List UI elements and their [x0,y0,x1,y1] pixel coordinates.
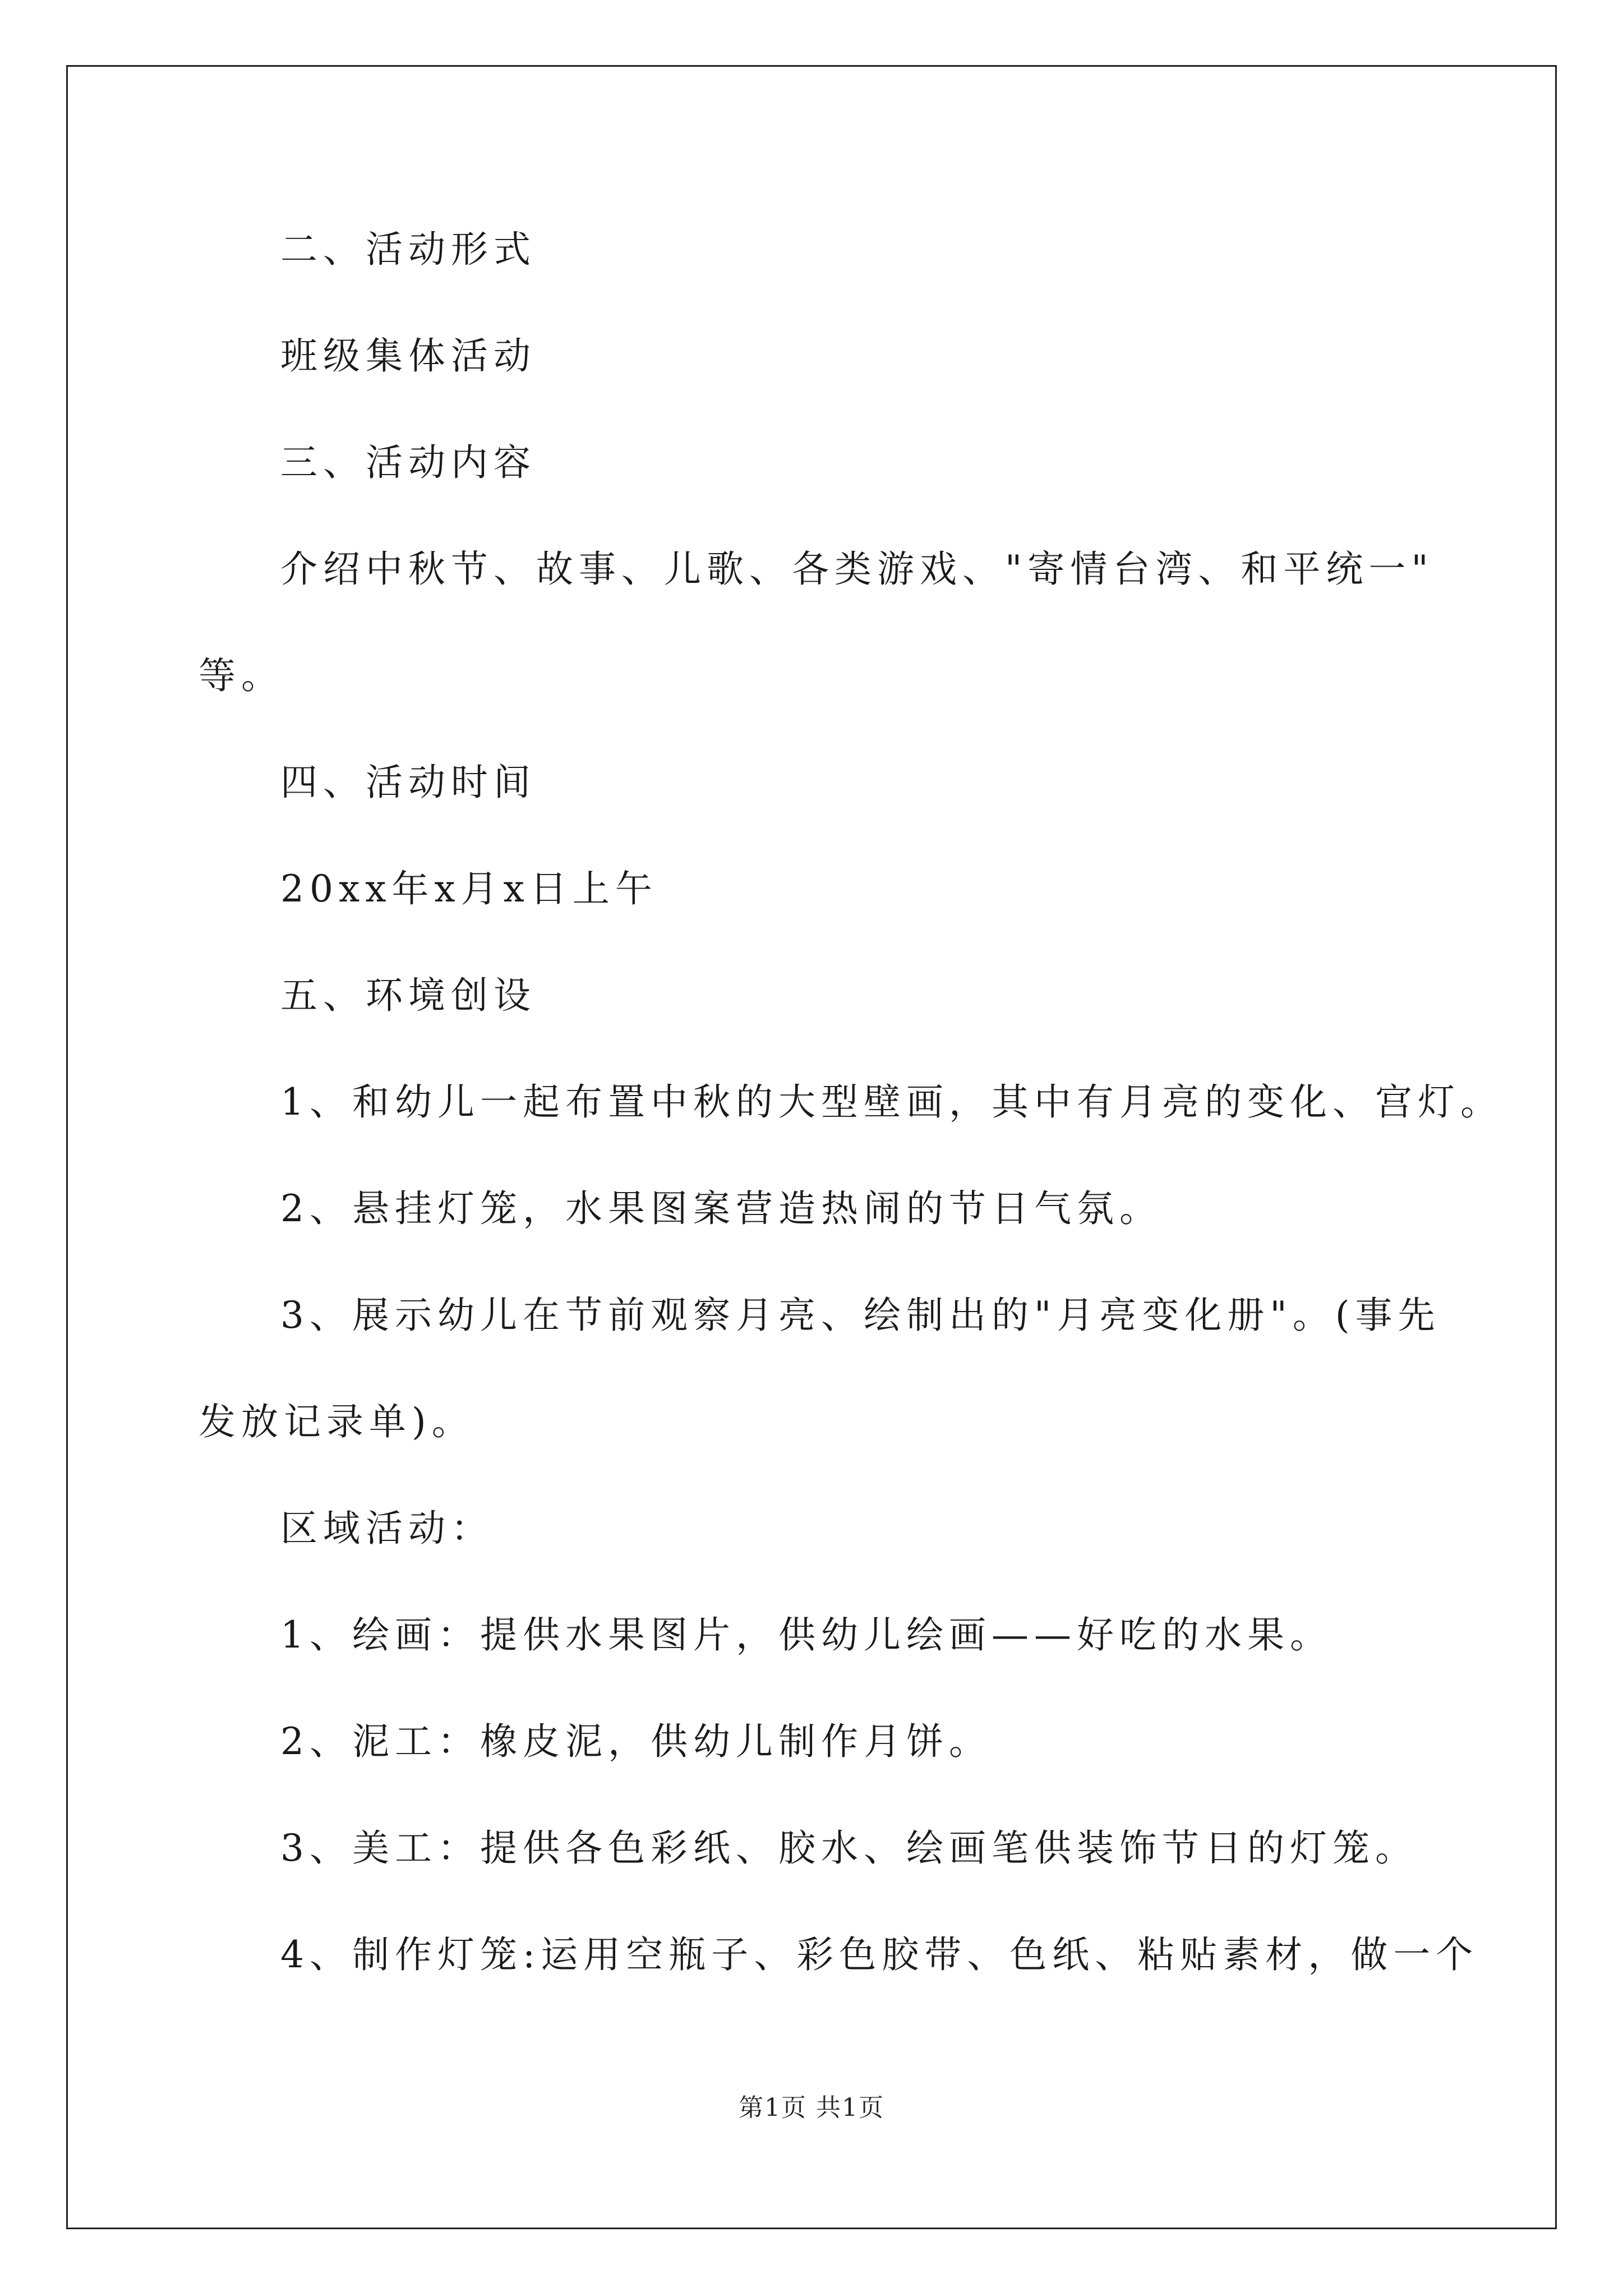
heading-activity-form: 二、活动形式 [280,228,536,271]
page-border [66,65,1557,2229]
list-item: 1、绘画：提供水果图片，供幼儿绘画——好吃的水果。 [280,1613,1332,1657]
heading-activity-content: 三、活动内容 [280,441,536,484]
list-item: 2、悬挂灯笼，水果图案营造热闹的节日气氛。 [280,1187,1162,1230]
heading-environment: 五、环境创设 [280,974,536,1017]
list-item-continued: 发放记录单)。 [199,1400,474,1443]
list-item: 4、制作灯笼:运用空瓶子、彩色胶带、色纸、粘贴素材，做一个 [280,1933,1479,1976]
list-item: 3、美工：提供各色彩纸、胶水、绘画笔供装饰节日的灯笼。 [280,1826,1418,1870]
list-item: 3、展示幼儿在节前观察月亮、绘制出的"月亮变化册"。(事先 [280,1294,1441,1337]
paragraph-text: 班级集体活动 [280,334,536,378]
heading-area-activities: 区域活动： [280,1507,494,1550]
paragraph-text-continued: 等。 [199,654,284,697]
page-footer: 第1页 共1页 [739,2093,884,2122]
paragraph-text: 介绍中秋节、故事、儿歌、各类游戏、"寄情台湾、和平统一" [280,547,1434,591]
paragraph-text: 20xx年x月x日上午 [280,867,658,910]
heading-activity-time: 四、活动时间 [280,761,536,804]
list-item: 2、泥工：橡皮泥，供幼儿制作月饼。 [280,1720,992,1763]
list-item: 1、和幼儿一起布置中秋的大型壁画，其中有月亮的变化、宫灯。 [280,1080,1503,1124]
